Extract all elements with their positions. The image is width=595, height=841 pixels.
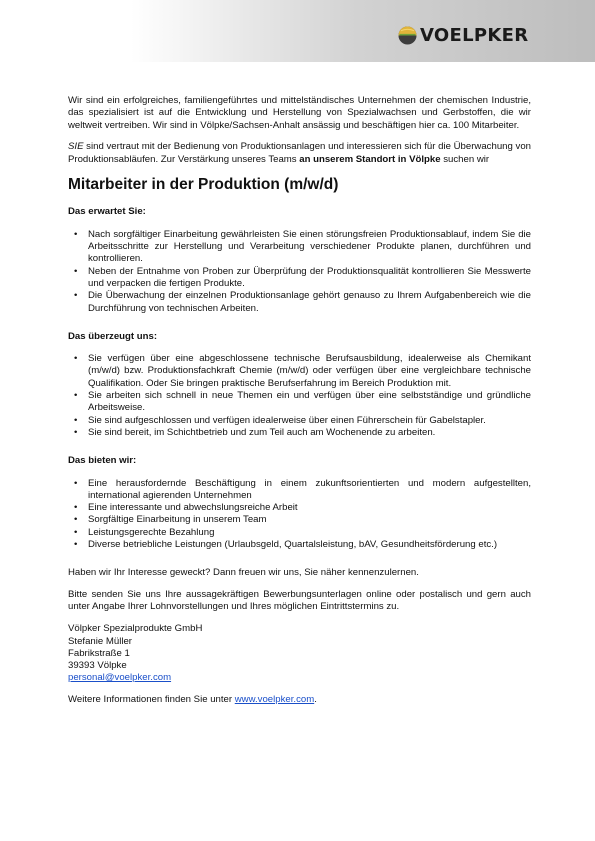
job-ad-content [68, 95, 531, 716]
footer-end: . [314, 694, 317, 706]
footer-text: Weitere Informationen finden Sie unter [68, 694, 235, 706]
section-heading: Das überzeugt uns: [68, 330, 158, 342]
list-item: • Eine interessante und abwechslungsreiche Arbeit [68, 502, 531, 514]
application-instructions: Bitte senden Sie uns Ihre aussagekräftigen Bewerbungsunterlagen online oder postalisch und gern auch unter Angabe Ihrer Lohnvorstellungen und Ihres möglichen Eintrittstermins zu. [68, 589, 531, 613]
section-heading: Das bieten wir: [68, 455, 137, 467]
list-item: • Nach sorgfältiger Einarbeitung gewährleisten Sie einen störungsfreien Produktionsablauf, indem Sie die Arbeitsschritte zur Herstellung und Verarbeitung verschiedener Produkte planen, durchführen und kontrollieren. [68, 229, 531, 266]
closing-paragraph: Haben wir Ihr Interesse geweckt? Dann freuen wir uns, Sie näher kennenzulernen. [68, 567, 419, 579]
street-address: Fabrikstraße 1 [68, 647, 130, 659]
intro-paragraph: Wir sind ein erfolgreiches, familiengeführtes und mittelständisches Unternehmen der chemischen Industrie, das spezialisiert ist auf die Entwicklung und Herstellung von Spezialwachsen und Gerbstoffen, die wir weltweit vertreiben. Wir sind in Völpke/Sachsen-Anhalt ansässig und beschäftigen hier ca. 100 Mitarbeiter. [68, 95, 531, 131]
bullet-list [68, 353, 531, 439]
bullet-list [68, 478, 531, 552]
list-item: • Die Überwachung der einzelnen Produktionsanlage gehört genauso zu Ihrem Aufgabenbereich wie die Durchführung von technischen Arbeiten. [68, 290, 531, 315]
intro-paragraph-2 [68, 141, 531, 166]
email-link[interactable]: personal@voelpker.com [68, 672, 172, 684]
section-benefits [68, 455, 531, 551]
list-item: • Sorgfältige Einarbeitung in unserem Team [68, 514, 531, 526]
intro-bold-location: an unserem Standort in Völpke [299, 153, 441, 165]
job-title: Mitarbeiter in der Produktion (m/w/d) [68, 176, 339, 194]
voelpker-logo-icon [398, 26, 417, 45]
list-item: • Leistungsgerechte Bezahlung [68, 527, 531, 539]
intro-emphasis: SIE [68, 141, 84, 153]
company-logo [398, 26, 528, 45]
contact-person: Stefanie Müller [68, 635, 132, 647]
footer-info [68, 694, 531, 706]
list-item: • Diverse betriebliche Leistungen (Urlaubsgeld, Quartalsleistung, bAV, Gesundheitsförderung etc.) [68, 539, 531, 551]
section-requirements [68, 331, 531, 439]
contact-address [68, 623, 531, 684]
list-item: • Sie sind bereit, im Schichtbetrieb und zum Teil auch am Wochenende zu arbeiten. [68, 427, 531, 439]
intro-text: sind vertraut mit der Bedienung von Produktionsanlagen und interessieren sich für die Überwachung von Produktionsabläufen. Zur Verstärkung unseres Teams [68, 141, 531, 165]
logo-text: VOELPKER [420, 25, 529, 46]
list-item: • Eine herausfordernde Beschäftigung in einem zukunftsorientierten und modern aufgestellten, international agierenden Unternehmen [68, 478, 531, 503]
list-item: • Sie arbeiten sich schnell in neue Themen ein und verfügen über eine selbstständige und gründliche Arbeitsweise. [68, 390, 531, 415]
list-item: • Neben der Entnahme von Proben zur Überprüfung der Produktionsqualität kontrollieren Sie Messwerte und verpacken die fertigen Produkte. [68, 266, 531, 291]
bullet-list [68, 229, 531, 315]
list-item: • Sie verfügen über eine abgeschlossene technische Berufsausbildung, idealerweise als Chemikant (m/w/d) bzw. Produktionsfachkraft Chemie (m/w/d) oder verfügen über eine vergleichbare technische Qualifikation. Oder Sie bringen praktische Berufserfahrung im Bereich Produktion mit. [68, 353, 531, 390]
list-item: • Sie sind aufgeschlossen und verfügen idealerweise über einen Führerschein für Gabelstapler. [68, 415, 531, 427]
website-link[interactable]: www.voelpker.com [234, 694, 315, 706]
section-expectations [68, 206, 531, 314]
section-heading: Das erwartet Sie: [68, 206, 146, 218]
city-address: 39393 Völpke [68, 660, 127, 672]
company-name: Völpker Spezialprodukte GmbH [68, 623, 203, 635]
intro-end: suchen wir [440, 153, 490, 165]
